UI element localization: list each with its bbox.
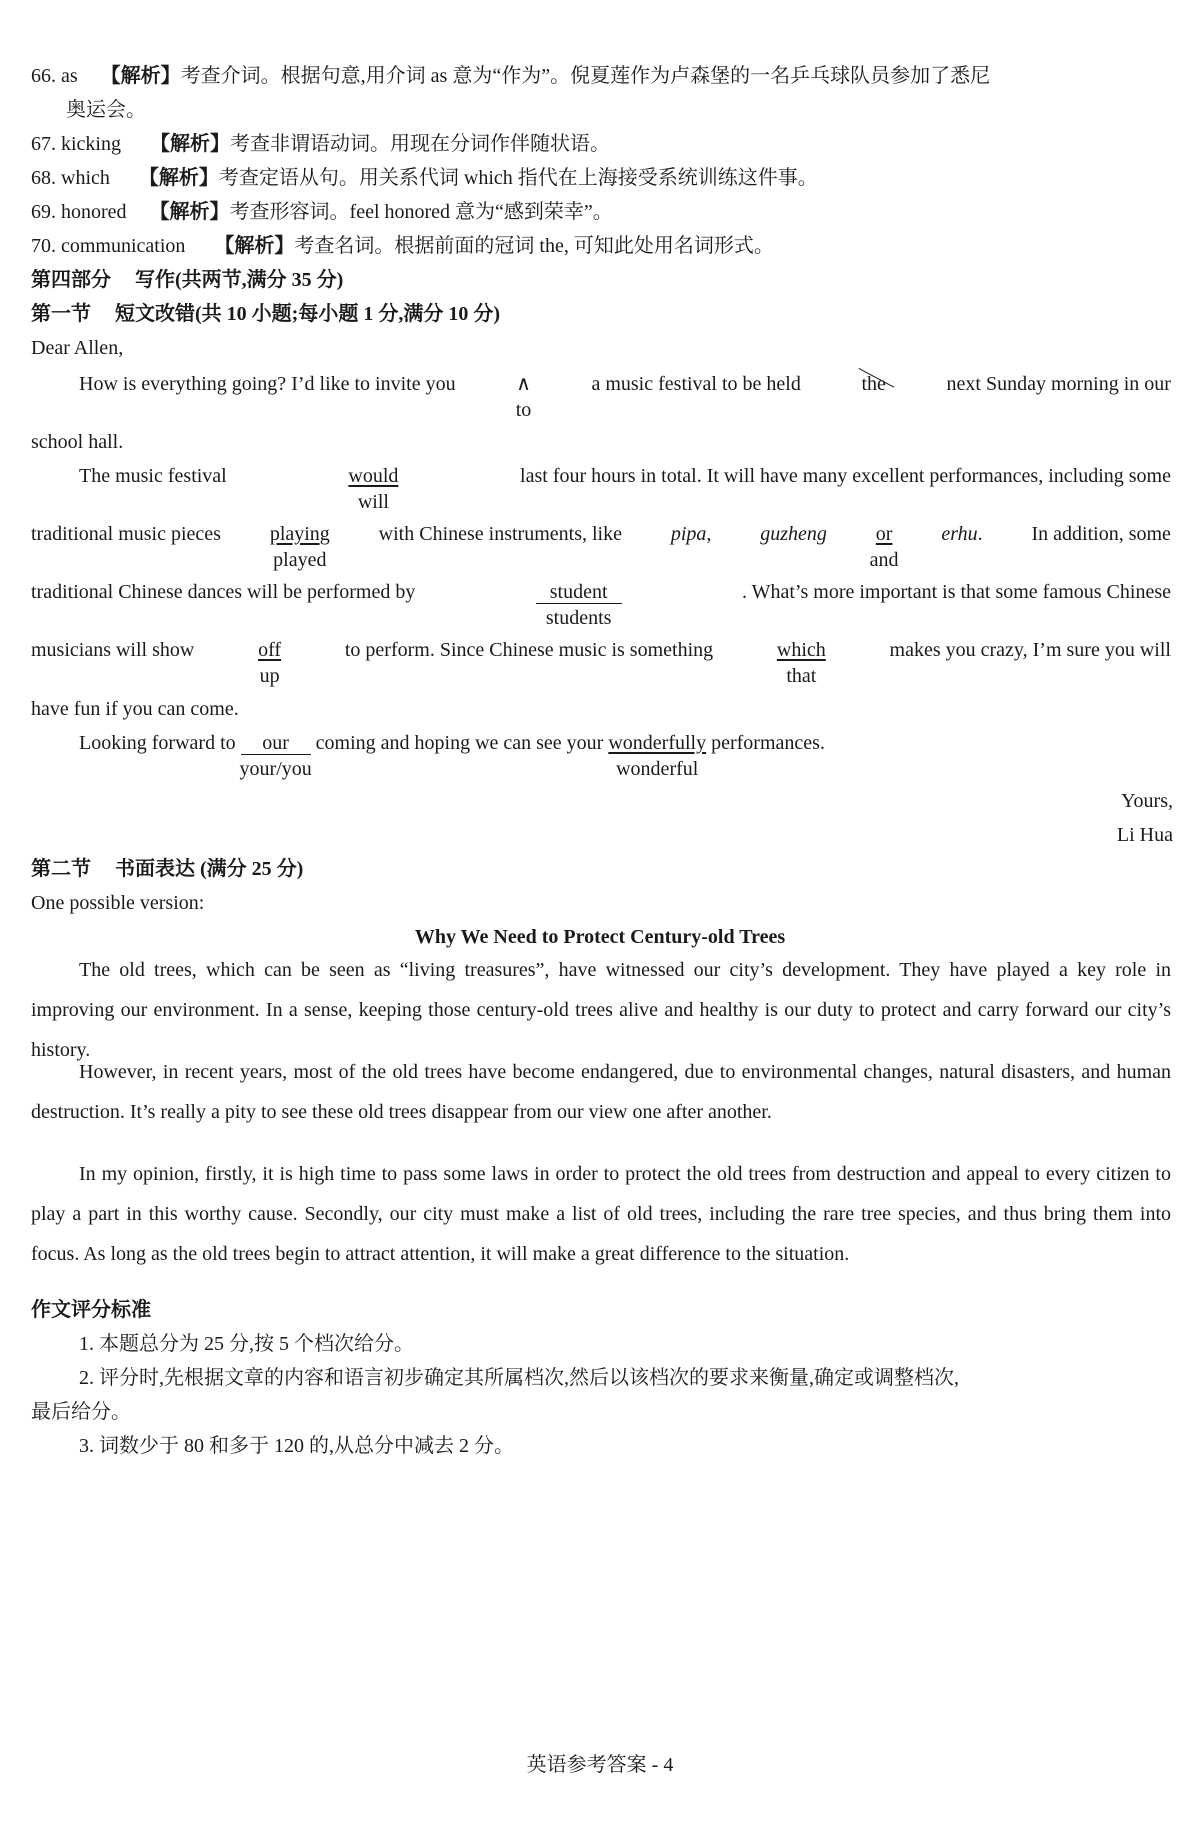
- letter-text: makes you crazy, I’m sure you will: [889, 639, 1171, 661]
- answer-66: [31, 64, 990, 88]
- letter-text: a music festival to be held: [591, 373, 801, 395]
- fixed-word: that: [786, 665, 817, 687]
- letter-text: performances.: [711, 732, 825, 754]
- correction: [239, 731, 312, 780]
- fixed-word: wonderful: [616, 758, 699, 780]
- answer-number: 66.: [31, 65, 56, 87]
- letter-text: traditional music pieces: [31, 523, 221, 545]
- letter-line-7: have fun if you can come.: [31, 698, 239, 720]
- section2-heading: [31, 857, 303, 881]
- italic-word: guzheng: [760, 523, 827, 545]
- essay-paragraph-2: However, in recent years, most of the old trees have become endangered, due to environmental changes, natural disasters, and human destruction. It’s really a pity to see these old trees disappear from our view one after another.: [31, 1061, 1171, 1123]
- error-word: wonderfully: [608, 732, 707, 754]
- letter-text: with Chinese instruments, like: [378, 523, 622, 545]
- error-word: student: [536, 581, 622, 604]
- analysis-tag: 【解析】: [138, 167, 219, 189]
- analysis-text: 考查定语从句。用关系代词 which 指代在上海接受系统训练这件事。: [218, 167, 818, 189]
- letter-signature: Li Hua: [1116, 824, 1173, 846]
- italic-word: erhu: [941, 523, 978, 545]
- deleted-word: the: [861, 373, 886, 395]
- answer-word: which: [61, 167, 110, 189]
- letter-line-1: [79, 372, 1171, 421]
- section1-heading: [31, 302, 500, 326]
- error-word: our: [241, 732, 311, 755]
- analysis-text: 考查非谓语动词。用现在分词作伴随状语。: [230, 133, 610, 155]
- essay-paragraph-3: In my opinion, firstly, it is high time to pass some laws in order to protect the old trees from destruction and appeal to every citizen to play a part in this worthy cause. Secondly, our city must make a list of old trees, including the rare tree species, and thus bring them into focus. As long as the old trees begin to attract attention, it will make a great difference to the situation.: [31, 1163, 1171, 1265]
- insertion-word: to: [515, 399, 532, 421]
- letter-text: traditional Chinese dances will be performed by: [31, 581, 416, 603]
- letter-text: Looking forward to: [79, 732, 236, 754]
- letter-text: . What’s more important is that some famous Chinese: [741, 581, 1171, 603]
- criteria-item-2-cont: 最后给分。: [31, 1401, 131, 1423]
- section-label: 第二节: [31, 858, 91, 880]
- analysis-tag: 【解析】: [214, 235, 295, 257]
- letter-line-2: school hall.: [31, 431, 124, 453]
- part4-heading: [31, 268, 343, 292]
- insertion-mark: [515, 372, 532, 421]
- letter-text: to perform. Since Chinese music is something: [344, 639, 714, 661]
- essay-paragraph-1: The old trees, which can be seen as “living treasures”, have witnessed our city’s development. They have played a key role in improving our environment. In a sense, keeping those century-old trees alive and healthy is our duty to protect and carry forward our city’s history.: [31, 959, 1171, 1061]
- letter-line-5: [31, 580, 1171, 629]
- correction: [258, 638, 282, 687]
- letter-line-6: [31, 638, 1171, 687]
- answer-number: 68.: [31, 167, 56, 189]
- fixed-word: and: [869, 549, 899, 571]
- letter-line-3: [79, 464, 1171, 513]
- section-title: 书面表达 (满分 25 分): [115, 858, 304, 880]
- criteria-item-1: 1. 本题总分为 25 分,按 5 个档次给分。: [79, 1333, 414, 1355]
- answer-69: [31, 200, 613, 224]
- part-label: 第四部分: [31, 269, 111, 291]
- criteria-heading: 作文评分标准: [31, 1299, 151, 1321]
- correction: [776, 638, 826, 687]
- answer-67: [31, 132, 610, 156]
- answer-word: communication: [61, 235, 186, 257]
- letter-text: musicians will show: [31, 639, 195, 661]
- error-word: playing: [269, 523, 330, 545]
- version-label: One possible version:: [31, 892, 205, 914]
- answer-70: [31, 234, 774, 258]
- answer-word: as: [61, 65, 78, 87]
- fixed-word: students: [545, 607, 612, 629]
- letter-text: next Sunday morning in our: [946, 373, 1171, 395]
- section-label: 第一节: [31, 303, 91, 325]
- analysis-tag: 【解析】: [149, 201, 230, 223]
- answer-number: 69.: [31, 201, 56, 223]
- correction: [348, 464, 399, 513]
- criteria-item-2: 2. 评分时,先根据文章的内容和语言初步确定其所属档次,然后以该档次的要求来衡量,确定或调整档次,: [79, 1367, 959, 1389]
- error-word: off: [258, 639, 282, 661]
- answer-number: 70.: [31, 235, 56, 257]
- error-word: would: [348, 465, 399, 487]
- letter-text: In addition, some: [1031, 523, 1171, 545]
- analysis-text: 考查名词。根据前面的冠词 the, 可知此处用名词形式。: [294, 235, 774, 257]
- correction: [869, 522, 899, 571]
- answer-word: honored: [61, 201, 127, 223]
- letter-text: coming and hoping we can see your: [315, 732, 604, 754]
- letter-greeting: Dear Allen,: [31, 337, 124, 359]
- correction: [269, 522, 330, 571]
- letter-closing: Yours,: [1121, 790, 1173, 812]
- italic-word: pipa: [670, 523, 707, 545]
- answer-number: 67.: [31, 133, 56, 155]
- analysis-text: 考查形容词。feel honored 意为“感到荣幸”。: [229, 201, 613, 223]
- page-footer: 英语参考答案 - 4: [526, 1754, 674, 1776]
- fixed-word: played: [273, 549, 327, 571]
- fixed-word: will: [357, 491, 389, 513]
- letter-line-4: traditional music pieces playing played with Chinese instruments, like pipa, guzheng or and erhu. In addition, some: [31, 523, 1171, 571]
- correction: [536, 580, 622, 629]
- caret-symbol: ∧: [516, 373, 531, 395]
- fixed-word: up: [259, 665, 280, 687]
- part-title: 写作(共两节,满分 35 分): [135, 269, 344, 291]
- letter-line-8: [79, 731, 825, 780]
- essay-title: Why We Need to Protect Century-old Trees: [414, 926, 786, 948]
- criteria-item-3: 3. 词数少于 80 和多于 120 的,从总分中减去 2 分。: [79, 1435, 514, 1457]
- answer-68: [31, 166, 818, 190]
- letter-text: How is everything going? I’d like to invite you: [79, 373, 456, 395]
- section-title: 短文改错(共 10 小题;每小题 1 分,满分 10 分): [115, 303, 500, 325]
- letter-text: last four hours in total. It will have many excellent performances, including some: [520, 465, 1171, 487]
- analysis-text: 考查介词。根据句意,用介词 as 意为“作为”。倪夏莲作为卢森堡的一名乒乓球队员参加了悉尼: [180, 65, 991, 87]
- answer-word: kicking: [61, 133, 121, 155]
- error-word: or: [875, 523, 893, 545]
- answer-66-cont: 奥运会。: [66, 99, 146, 121]
- error-word: which: [776, 639, 826, 661]
- analysis-tag: 【解析】: [150, 133, 230, 155]
- letter-text: The music festival: [79, 465, 227, 487]
- analysis-tag: 【解析】: [100, 65, 181, 87]
- fixed-word: your/you: [239, 758, 312, 780]
- correction: [608, 731, 707, 780]
